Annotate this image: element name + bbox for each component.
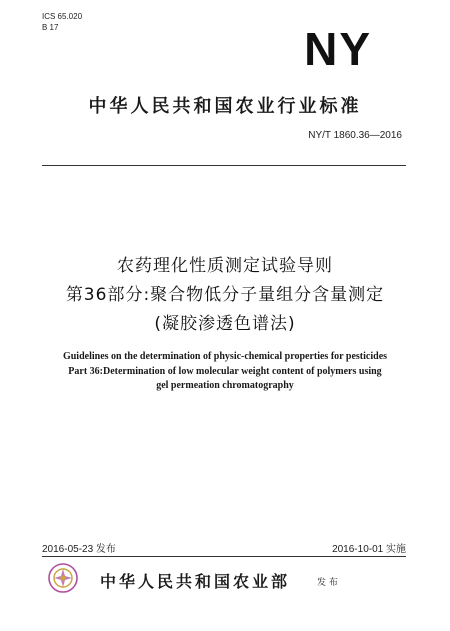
- chinese-title-line-1: 农药理化性质测定试验导则: [117, 256, 333, 276]
- publish-date: 2016-05-23 发布: [42, 544, 116, 555]
- ny-logo: NY: [304, 23, 372, 75]
- issue-label: 发 布: [317, 578, 338, 588]
- chinese-title-line-2: 第36部分:聚合物低分子量组分含量测定: [65, 285, 385, 305]
- standard-number: NY/T 1860.36—2016: [308, 130, 402, 141]
- ministry-name: 中华人民共和国农业部: [100, 572, 291, 591]
- ministry-seal-icon: [47, 562, 79, 594]
- english-title-line-2: Part 36:Determination of low molecular weight content of polymers using: [68, 366, 382, 377]
- standard-name: 中华人民共和国农业行业标准: [88, 96, 362, 117]
- english-title-line-3: gel permeation chromatography: [156, 380, 294, 391]
- english-title-line-1: Guidelines on the determination of physic-chemical properties for pesticides: [62, 351, 388, 362]
- document-codes: [42, 11, 82, 33]
- ics-code: ICS 65.020: [42, 12, 83, 21]
- bottom-divider: [42, 556, 406, 557]
- top-divider: [42, 165, 406, 166]
- implement-date: 2016-10-01 实施: [332, 544, 406, 555]
- chinese-title-line-3: (凝胶渗透色谱法): [154, 314, 296, 334]
- classification-code: B 17: [42, 23, 59, 32]
